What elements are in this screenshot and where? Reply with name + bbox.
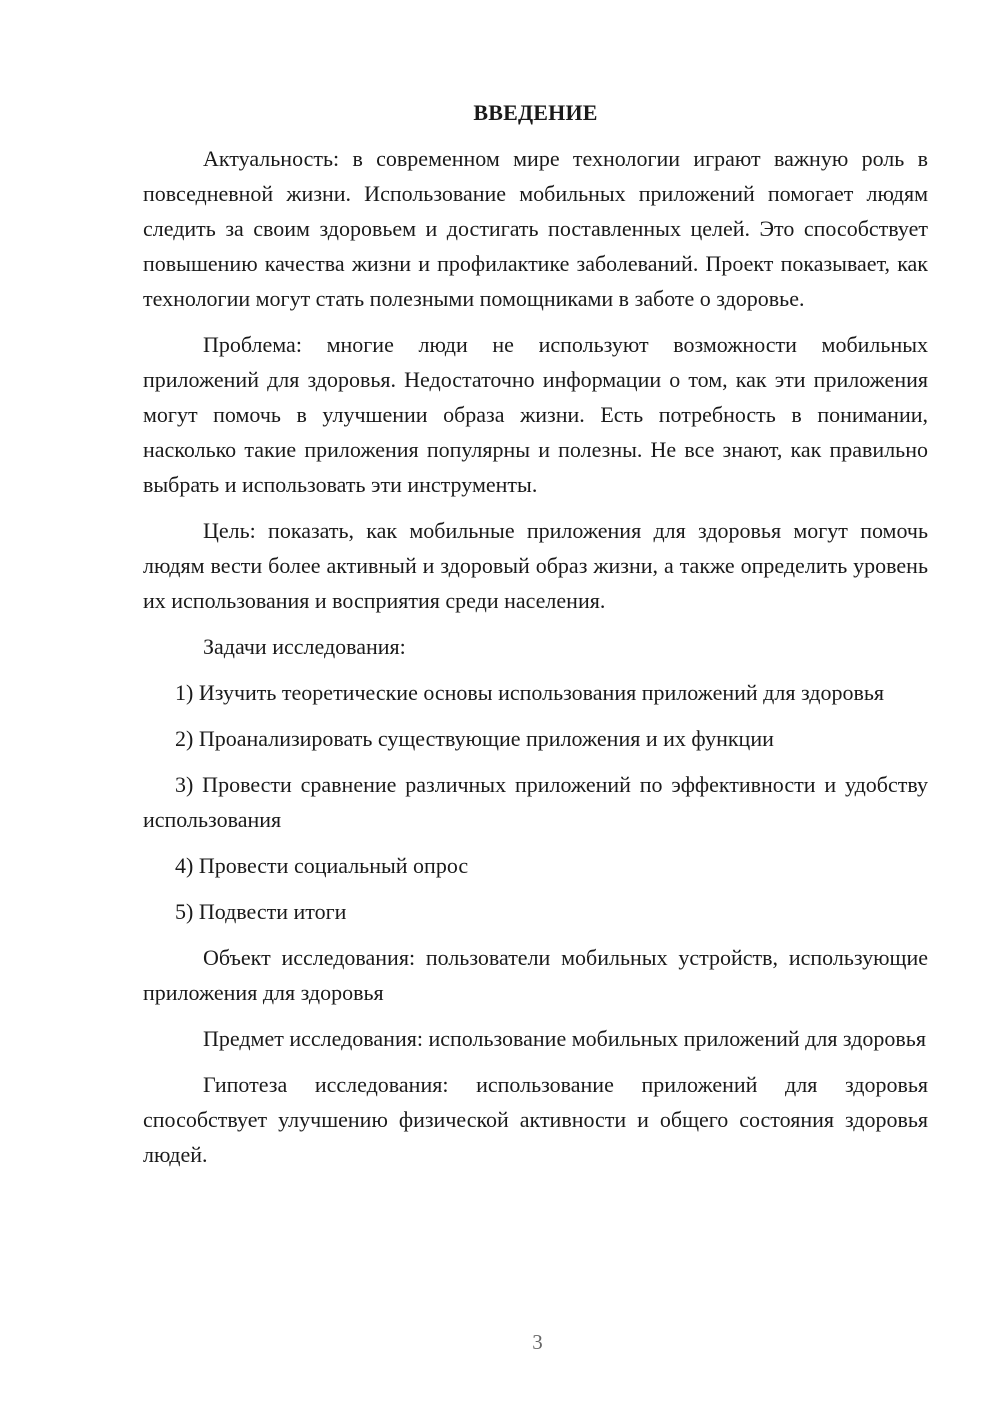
task-item-2: 2) Проанализировать существующие приложения и их функции [175,726,774,751]
paragraph-goal: Цель: показать, как мобильные приложения для здоровья могут помочь людям вести более активный и здоровый образ жизни, а также определить уровень их использования и восприятия среди населения. [143,518,928,613]
paragraph-hypothesis: Гипотеза исследования: использование приложений для здоровья способствует улучшению физической активности и общего состояния здоровья людей. [143,1072,928,1167]
paragraph-subject: Предмет исследования: использование мобильных приложений для здоровья [203,1026,926,1051]
task-item-4: 4) Провести социальный опрос [175,853,469,878]
page-number: 3 [532,1330,543,1354]
paragraph-relevance: Актуальность: в современном мире технологии играют важную роль в повседневной жизни. Использование мобильных приложений помогает людям следить за своим здоровьем и достигать поставленных целей. Это способствует повышению качества жизни и профилактике заболеваний. Проект показывает, как технологии могут стать полезными помощниками в заботе о здоровье. [143,146,928,311]
tasks-heading: Задачи исследования: [203,634,406,659]
paragraph-problem: Проблема: многие люди не используют возможности мобильных приложений для здоровья. Недостаточно информации о том, как эти приложения могут помочь в улучшении образа жизни. Есть потребность в понимании, насколько такие приложения популярны и полезны. Не все знают, как правильно выбрать и использовать эти инструменты. [143,332,928,497]
document-page [143,95,928,1172]
paragraph-object: Объект исследования: пользователи мобильных устройств, использующие приложения для здоровья [143,945,928,1005]
task-item-3: 3) Провести сравнение различных приложений по эффективности и удобству использования [143,772,928,832]
page-title: ВВЕДЕНИЕ [473,100,598,125]
task-item-5: 5) Подвести итоги [175,899,347,924]
task-item-1: 1) Изучить теоретические основы использования приложений для здоровья [175,680,884,705]
